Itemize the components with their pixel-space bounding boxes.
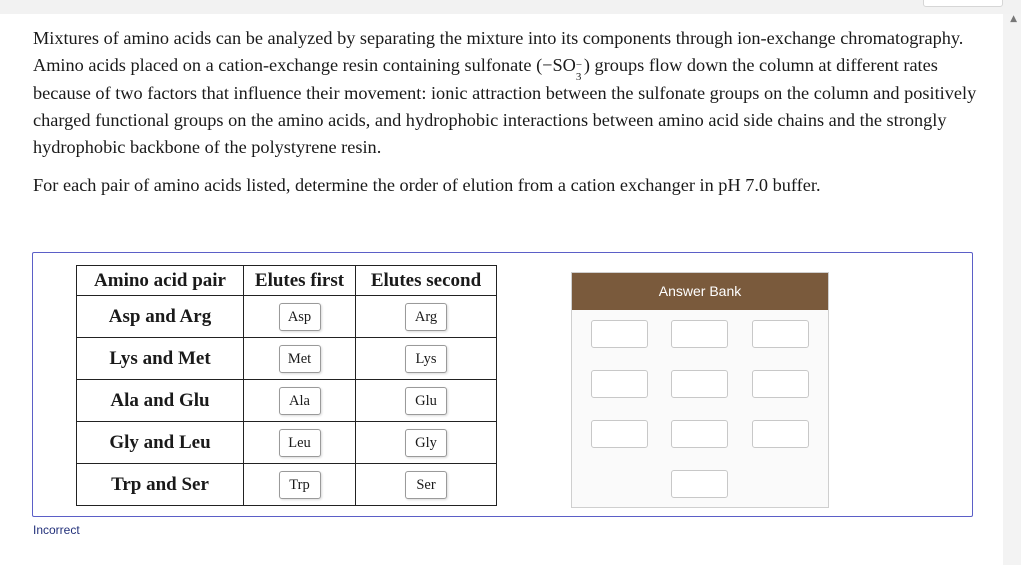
elutes-second-dropzone[interactable]: [356, 338, 497, 380]
answer-chip[interactable]: Leu: [279, 429, 321, 457]
elutes-second-dropzone[interactable]: [356, 464, 497, 506]
elutes-first-dropzone[interactable]: [244, 380, 356, 422]
scrollbar[interactable]: [1003, 14, 1021, 565]
elutes-second-dropzone[interactable]: [356, 380, 497, 422]
header-amino-acid-pair: Amino acid pair: [77, 266, 244, 296]
amino-acid-table: [76, 265, 497, 506]
answer-chip[interactable]: Ser: [405, 471, 447, 499]
answer-bank-slot[interactable]: [591, 320, 648, 348]
top-tab[interactable]: [923, 0, 1003, 7]
sulfonate-formula: −SO − 3: [542, 55, 583, 84]
answer-bank-slot[interactable]: [671, 420, 728, 448]
table-header-row: [77, 266, 497, 296]
question-text: [33, 25, 983, 161]
answer-chip[interactable]: Gly: [405, 429, 447, 457]
pair-cell: [77, 296, 244, 338]
table-row: [77, 380, 497, 422]
answer-bank-slot[interactable]: [671, 470, 728, 498]
answer-chip[interactable]: Glu: [405, 387, 447, 415]
answer-bank-slot[interactable]: [591, 420, 648, 448]
pair-cell: [77, 464, 244, 506]
elutes-first-dropzone[interactable]: [244, 464, 356, 506]
pair-label: Ala and Glu: [110, 389, 210, 411]
answer-bank-slot[interactable]: [671, 370, 728, 398]
scroll-up-arrow-icon[interactable]: ▲: [1010, 14, 1017, 24]
answer-bank-slot[interactable]: [671, 320, 728, 348]
header-elutes-first: Elutes first: [244, 266, 356, 296]
elutes-second-dropzone[interactable]: [356, 422, 497, 464]
table-row: [77, 338, 497, 380]
answer-chip[interactable]: Met: [279, 345, 321, 373]
answer-bank-slot[interactable]: [752, 420, 809, 448]
pair-label: Asp and Arg: [108, 305, 212, 327]
elutes-second-dropzone[interactable]: [356, 296, 497, 338]
elutes-first-dropzone[interactable]: [244, 422, 356, 464]
answer-bank-slot[interactable]: [752, 370, 809, 398]
header-elutes-second: Elutes second: [356, 266, 497, 296]
question-paragraph-1: Mixtures of amino acids can be analyzed by separating the mixture into its components through ion-exchange chromatography. Amino acids placed on a cation-exchange resin containing sulfonate (−SO − 3 ) groups flow down the column at different rates because of two factors that influence their movement: ionic attraction between the sulfonate groups on the column and positively charged functional groups on the amino acids, and hydrophobic interactions between amino acid side chains and the strongly hydrophobic backbone of the polystyrene resin.: [33, 28, 977, 158]
table-row: [77, 296, 497, 338]
answer-bank-slot[interactable]: [752, 320, 809, 348]
answer-chip[interactable]: Trp: [279, 471, 321, 499]
pair-label: Lys and Met: [109, 347, 211, 369]
table-row: [77, 422, 497, 464]
elutes-first-dropzone[interactable]: [244, 296, 356, 338]
pair-cell: [77, 338, 244, 380]
answer-chip[interactable]: Ala: [279, 387, 321, 415]
answer-bank: [571, 272, 829, 508]
answer-chip[interactable]: Asp: [279, 303, 321, 331]
answer-bank-slot[interactable]: [591, 370, 648, 398]
pair-cell: [77, 422, 244, 464]
question-paragraph-2: For each pair of amino acids listed, determine the order of elution from a cation exchanger in pH 7.0 buffer.: [33, 175, 821, 195]
answer-bank-header: Answer Bank: [572, 273, 828, 310]
status-text: Incorrect: [33, 523, 80, 537]
top-bar: [0, 0, 1021, 14]
pair-label: Gly and Leu: [109, 431, 211, 453]
table-row: [77, 464, 497, 506]
elutes-first-dropzone[interactable]: [244, 338, 356, 380]
pair-label: Trp and Ser: [111, 473, 209, 495]
pair-cell: [77, 380, 244, 422]
answer-chip[interactable]: Lys: [405, 345, 447, 373]
answer-chip[interactable]: Arg: [405, 303, 447, 331]
